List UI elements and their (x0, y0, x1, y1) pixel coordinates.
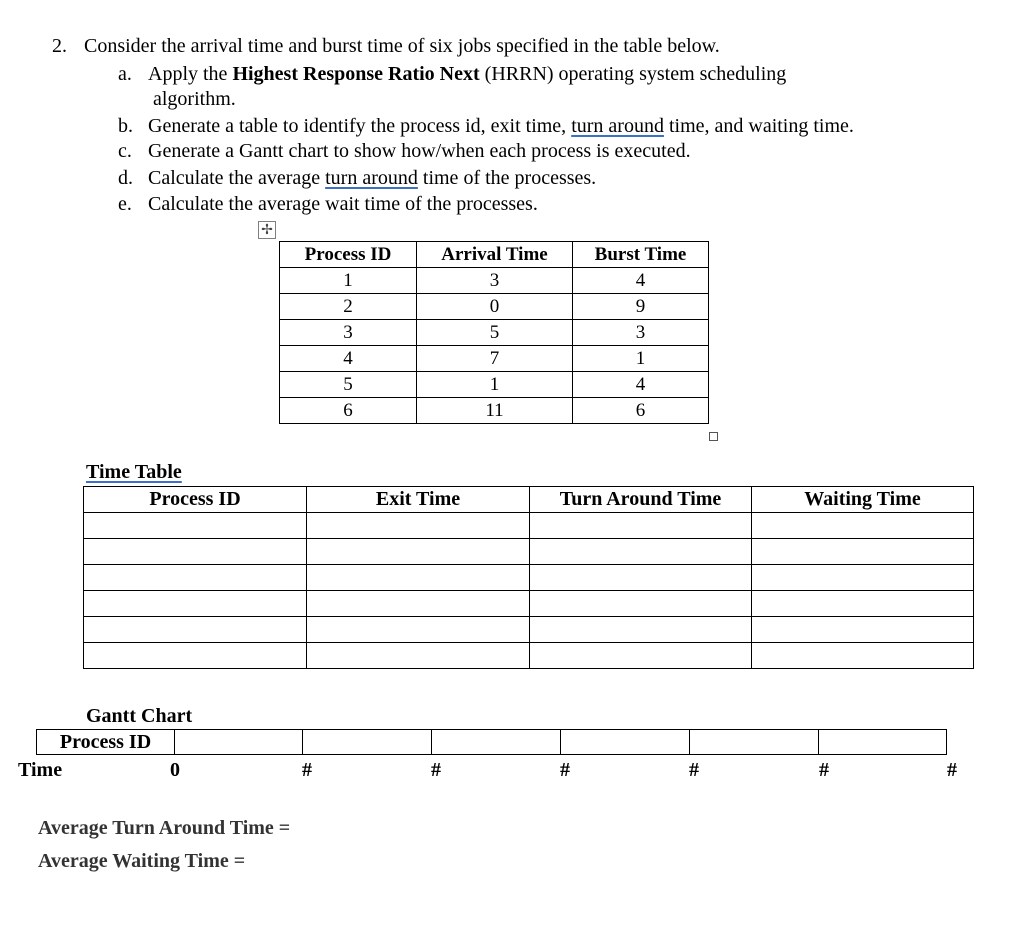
gantt-time-tick: # (431, 759, 441, 781)
empty-cell[interactable] (752, 539, 974, 565)
empty-cell[interactable] (84, 643, 307, 669)
gantt-time-label: Time (18, 759, 63, 781)
item-a-pre: Apply the (148, 63, 233, 85)
item-a-post: (HRRN) operating system scheduling (479, 63, 787, 85)
table-row (280, 294, 709, 320)
empty-cell[interactable] (752, 565, 974, 591)
table-row (280, 346, 709, 372)
process-id-header: Process ID (280, 242, 417, 268)
waiting-time-header: Waiting Time (752, 487, 974, 513)
empty-cell[interactable] (84, 513, 307, 539)
empty-cell[interactable] (530, 539, 752, 565)
process-id-cell: 4 (280, 346, 417, 372)
burst-time-cell: 4 (573, 268, 709, 294)
item-a-bold: Highest Response Ratio Next (232, 63, 480, 85)
gantt-time-tick: # (947, 759, 957, 781)
gantt-process-id-label: Process ID (37, 730, 175, 755)
burst-time-cell: 3 (573, 320, 709, 346)
gantt-slot[interactable] (690, 730, 819, 755)
item-d (118, 166, 596, 190)
item-e (118, 192, 538, 216)
burst-time-cell: 4 (573, 372, 709, 398)
table-row (280, 320, 709, 346)
empty-cell[interactable] (84, 591, 307, 617)
empty-cell[interactable] (752, 617, 974, 643)
item-d-post: time of the processes. (417, 167, 597, 189)
process-id-header: Process ID (84, 487, 307, 513)
arrival-time-cell: 7 (417, 346, 573, 372)
average-turnaround-time: Average Turn Around Time = (38, 817, 291, 839)
gantt-slot[interactable] (175, 730, 303, 755)
process-id-cell: 1 (280, 268, 417, 294)
gantt-slot[interactable] (303, 730, 432, 755)
item-a (118, 62, 786, 86)
empty-cell[interactable] (84, 539, 307, 565)
arrival-time-cell: 3 (417, 268, 573, 294)
arrival-time-cell: 0 (417, 294, 573, 320)
table-row (84, 591, 974, 617)
item-d-letter: d. (118, 167, 133, 189)
arrival-time-cell: 1 (417, 372, 573, 398)
empty-cell[interactable] (752, 513, 974, 539)
item-b-underlined: turn around (571, 115, 664, 137)
process-id-cell: 5 (280, 372, 417, 398)
empty-cell[interactable] (84, 565, 307, 591)
gantt-table (36, 729, 947, 755)
empty-cell[interactable] (530, 643, 752, 669)
item-b-pre: Generate a table to identify the process id, exit time, (148, 115, 572, 137)
table-row (84, 617, 974, 643)
burst-time-cell: 1 (573, 346, 709, 372)
item-a-letter: a. (118, 63, 132, 85)
empty-cell[interactable] (530, 565, 752, 591)
gantt-time-tick: # (560, 759, 570, 781)
empty-cell[interactable] (530, 513, 752, 539)
process-id-cell: 3 (280, 320, 417, 346)
gantt-time-tick: # (689, 759, 699, 781)
gantt-chart-title: Gantt Chart (86, 705, 193, 727)
turn-around-time-header: Turn Around Time (530, 487, 752, 513)
gantt-time-tick: # (819, 759, 829, 781)
gantt-row (37, 730, 947, 755)
time-table-title: Time Table (86, 461, 182, 483)
empty-cell[interactable] (752, 591, 974, 617)
item-b-letter: b. (118, 115, 133, 137)
empty-cell[interactable] (530, 591, 752, 617)
item-b-post: time, and waiting time. (663, 115, 854, 137)
table-move-handle-icon[interactable]: ✢ (258, 221, 276, 239)
gantt-slot[interactable] (432, 730, 561, 755)
gantt-slot[interactable] (561, 730, 690, 755)
empty-cell[interactable] (84, 617, 307, 643)
empty-cell[interactable] (530, 617, 752, 643)
table-row (280, 372, 709, 398)
process-table-header-row (280, 242, 709, 268)
table-row (84, 643, 974, 669)
table-row (280, 398, 709, 424)
table-resize-handle[interactable] (709, 432, 718, 441)
arrival-time-cell: 5 (417, 320, 573, 346)
item-d-underlined: turn around (325, 167, 418, 189)
burst-time-cell: 6 (573, 398, 709, 424)
item-c-letter: c. (118, 140, 132, 162)
item-c-text: Generate a Gantt chart to show how/when each process is executed. (148, 140, 691, 162)
table-row (84, 539, 974, 565)
process-id-cell: 6 (280, 398, 417, 424)
process-table (279, 241, 709, 424)
empty-cell[interactable] (307, 643, 530, 669)
burst-time-cell: 9 (573, 294, 709, 320)
table-row (84, 565, 974, 591)
average-waiting-time: Average Waiting Time = (38, 850, 246, 872)
empty-cell[interactable] (307, 617, 530, 643)
burst-time-header: Burst Time (573, 242, 709, 268)
gantt-time-tick: 0 (170, 759, 180, 781)
process-id-cell: 2 (280, 294, 417, 320)
item-e-text: Calculate the average wait time of the processes. (148, 193, 538, 215)
item-a-continuation: algorithm. (153, 88, 236, 110)
empty-cell[interactable] (307, 565, 530, 591)
table-row (84, 513, 974, 539)
arrival-time-cell: 11 (417, 398, 573, 424)
item-b (118, 114, 854, 138)
empty-cell[interactable] (307, 591, 530, 617)
item-c (118, 139, 691, 163)
exit-time-header: Exit Time (307, 487, 530, 513)
time-table (83, 486, 974, 669)
empty-cell[interactable] (752, 643, 974, 669)
question-intro-line (52, 34, 720, 58)
empty-cell[interactable] (307, 513, 530, 539)
arrival-time-header: Arrival Time (417, 242, 573, 268)
table-row (280, 268, 709, 294)
gantt-slot[interactable] (819, 730, 947, 755)
question-number: 2. (52, 35, 67, 57)
time-table-header-row (84, 487, 974, 513)
item-e-letter: e. (118, 193, 132, 215)
item-d-pre: Calculate the average (148, 167, 326, 189)
question-intro: Consider the arrival time and burst time of six jobs specified in the table below. (84, 35, 720, 57)
gantt-time-tick: # (302, 759, 312, 781)
empty-cell[interactable] (307, 539, 530, 565)
